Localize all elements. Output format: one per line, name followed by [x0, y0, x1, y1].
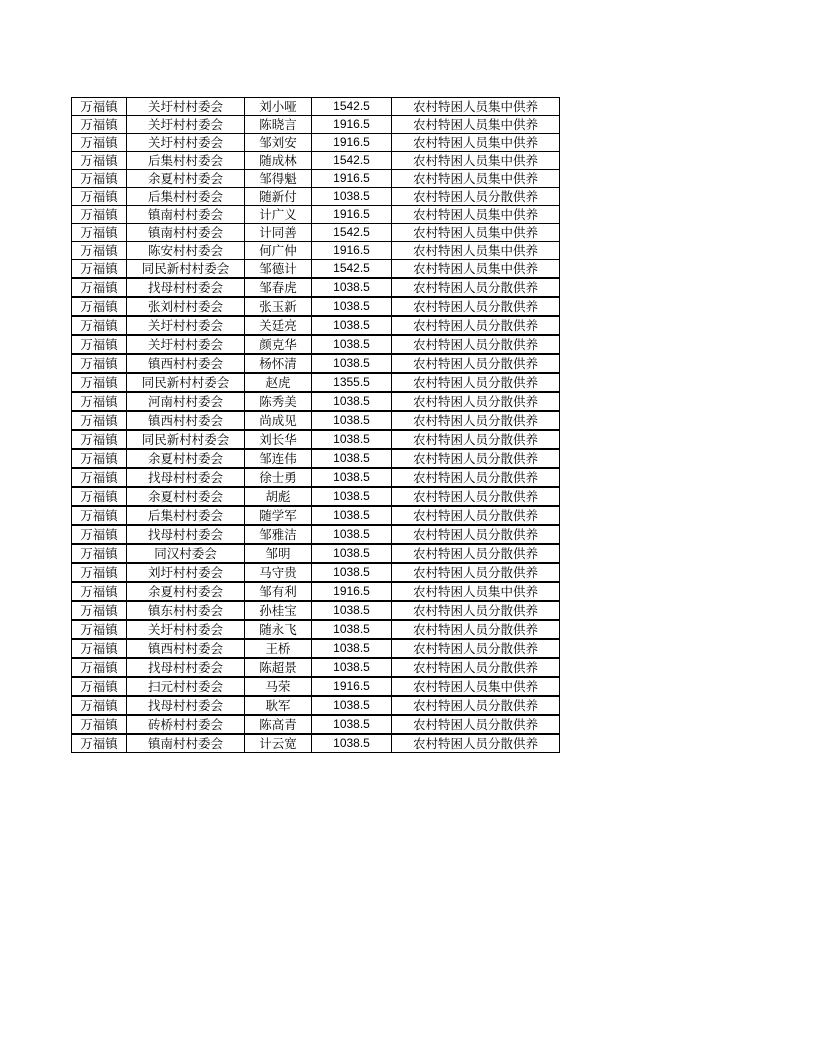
town-cell: 万福镇 [72, 354, 127, 373]
category-cell: 农村特困人员分散供养 [392, 392, 560, 411]
name-cell: 关廷亮 [245, 316, 312, 335]
category-cell: 农村特困人员集中供养 [392, 170, 560, 188]
town-cell: 万福镇 [72, 152, 127, 170]
village-cell: 关圩村村委会 [127, 98, 245, 116]
village-cell: 余夏村村委会 [127, 449, 245, 468]
amount-cell: 1038.5 [312, 639, 392, 658]
table-row [72, 658, 560, 677]
amount-cell: 1916.5 [312, 677, 392, 696]
amount-cell: 1038.5 [312, 620, 392, 639]
table-body [72, 98, 560, 753]
amount-cell: 1916.5 [312, 206, 392, 224]
amount-cell: 1038.5 [312, 354, 392, 373]
town-cell: 万福镇 [72, 206, 127, 224]
category-cell: 农村特困人员集中供养 [392, 582, 560, 601]
category-cell: 农村特困人员集中供养 [392, 677, 560, 696]
amount-cell: 1038.5 [312, 278, 392, 297]
name-cell: 颜克华 [245, 335, 312, 354]
town-cell: 万福镇 [72, 278, 127, 297]
village-cell: 同汉村委会 [127, 544, 245, 563]
category-cell: 农村特困人员分散供养 [392, 487, 560, 506]
village-cell: 镇南村村委会 [127, 734, 245, 753]
name-cell: 胡彪 [245, 487, 312, 506]
category-cell: 农村特困人员分散供养 [392, 411, 560, 430]
name-cell: 马守贵 [245, 563, 312, 582]
amount-cell: 1916.5 [312, 242, 392, 260]
category-cell: 农村特困人员分散供养 [392, 639, 560, 658]
village-cell: 找母村村委会 [127, 658, 245, 677]
table-row [72, 468, 560, 487]
table-row [72, 430, 560, 449]
village-cell: 找母村村委会 [127, 525, 245, 544]
village-cell: 后集村村委会 [127, 152, 245, 170]
town-cell: 万福镇 [72, 224, 127, 242]
village-cell: 镇南村村委会 [127, 224, 245, 242]
table-row [72, 487, 560, 506]
category-cell: 农村特困人员分散供养 [392, 297, 560, 316]
table-row [72, 116, 560, 134]
town-cell: 万福镇 [72, 696, 127, 715]
town-cell: 万福镇 [72, 677, 127, 696]
name-cell: 随成林 [245, 152, 312, 170]
amount-cell: 1542.5 [312, 224, 392, 242]
village-cell: 陈安村村委会 [127, 242, 245, 260]
town-cell: 万福镇 [72, 260, 127, 279]
table-row [72, 354, 560, 373]
category-cell: 农村特困人员分散供养 [392, 696, 560, 715]
village-cell: 关圩村村委会 [127, 335, 245, 354]
town-cell: 万福镇 [72, 316, 127, 335]
amount-cell: 1038.5 [312, 544, 392, 563]
table-row [72, 411, 560, 430]
town-cell: 万福镇 [72, 116, 127, 134]
town-cell: 万福镇 [72, 468, 127, 487]
village-cell: 同民新村村委会 [127, 373, 245, 392]
name-cell: 随新付 [245, 188, 312, 206]
table-row [72, 715, 560, 734]
village-cell: 镇南村村委会 [127, 206, 245, 224]
name-cell: 陈高青 [245, 715, 312, 734]
category-cell: 农村特困人员分散供养 [392, 354, 560, 373]
category-cell: 农村特困人员分散供养 [392, 430, 560, 449]
amount-cell: 1038.5 [312, 449, 392, 468]
table-row [72, 134, 560, 152]
table-row [72, 373, 560, 392]
table-row [72, 170, 560, 188]
category-cell: 农村特困人员分散供养 [392, 525, 560, 544]
name-cell: 邹连伟 [245, 449, 312, 468]
table-row [72, 260, 560, 279]
town-cell: 万福镇 [72, 188, 127, 206]
town-cell: 万福镇 [72, 639, 127, 658]
village-cell: 镇东村村委会 [127, 601, 245, 620]
name-cell: 邹得魁 [245, 170, 312, 188]
table-row [72, 224, 560, 242]
name-cell: 尚成见 [245, 411, 312, 430]
table-row [72, 734, 560, 753]
category-cell: 农村特困人员分散供养 [392, 188, 560, 206]
name-cell: 耿军 [245, 696, 312, 715]
village-cell: 关圩村村委会 [127, 134, 245, 152]
name-cell: 马荣 [245, 677, 312, 696]
amount-cell: 1038.5 [312, 715, 392, 734]
category-cell: 农村特困人员分散供养 [392, 506, 560, 525]
category-cell: 农村特困人员分散供养 [392, 278, 560, 297]
town-cell: 万福镇 [72, 715, 127, 734]
table-row [72, 525, 560, 544]
village-cell: 找母村村委会 [127, 696, 245, 715]
name-cell: 王桥 [245, 639, 312, 658]
data-table [71, 97, 560, 753]
town-cell: 万福镇 [72, 487, 127, 506]
town-cell: 万福镇 [72, 411, 127, 430]
amount-cell: 1355.5 [312, 373, 392, 392]
amount-cell: 1038.5 [312, 430, 392, 449]
town-cell: 万福镇 [72, 620, 127, 639]
category-cell: 农村特困人员分散供养 [392, 316, 560, 335]
category-cell: 农村特困人员分散供养 [392, 373, 560, 392]
category-cell: 农村特困人员分散供养 [392, 601, 560, 620]
name-cell: 邹雅洁 [245, 525, 312, 544]
amount-cell: 1038.5 [312, 335, 392, 354]
town-cell: 万福镇 [72, 430, 127, 449]
category-cell: 农村特困人员分散供养 [392, 449, 560, 468]
town-cell: 万福镇 [72, 506, 127, 525]
village-cell: 同民新村村委会 [127, 430, 245, 449]
town-cell: 万福镇 [72, 544, 127, 563]
amount-cell: 1038.5 [312, 297, 392, 316]
table-row [72, 242, 560, 260]
table-row [72, 677, 560, 696]
town-cell: 万福镇 [72, 297, 127, 316]
amount-cell: 1038.5 [312, 696, 392, 715]
amount-cell: 1038.5 [312, 188, 392, 206]
category-cell: 农村特困人员集中供养 [392, 260, 560, 279]
town-cell: 万福镇 [72, 582, 127, 601]
category-cell: 农村特困人员集中供养 [392, 116, 560, 134]
category-cell: 农村特困人员分散供养 [392, 468, 560, 487]
amount-cell: 1916.5 [312, 134, 392, 152]
village-cell: 后集村村委会 [127, 506, 245, 525]
village-cell: 余夏村村委会 [127, 170, 245, 188]
town-cell: 万福镇 [72, 449, 127, 468]
category-cell: 农村特困人员集中供养 [392, 152, 560, 170]
name-cell: 赵虎 [245, 373, 312, 392]
village-cell: 关圩村村委会 [127, 116, 245, 134]
table-row [72, 335, 560, 354]
category-cell: 农村特困人员分散供养 [392, 658, 560, 677]
town-cell: 万福镇 [72, 525, 127, 544]
village-cell: 关圩村村委会 [127, 316, 245, 335]
amount-cell: 1038.5 [312, 734, 392, 753]
table-row [72, 392, 560, 411]
category-cell: 农村特困人员分散供养 [392, 563, 560, 582]
town-cell: 万福镇 [72, 170, 127, 188]
name-cell: 刘小哑 [245, 98, 312, 116]
amount-cell: 1038.5 [312, 506, 392, 525]
amount-cell: 1542.5 [312, 98, 392, 116]
table-row [72, 449, 560, 468]
village-cell: 找母村村委会 [127, 468, 245, 487]
village-cell: 同民新村村委会 [127, 260, 245, 279]
village-cell: 刘圩村村委会 [127, 563, 245, 582]
town-cell: 万福镇 [72, 392, 127, 411]
amount-cell: 1038.5 [312, 468, 392, 487]
village-cell: 镇西村村委会 [127, 639, 245, 658]
name-cell: 随永飞 [245, 620, 312, 639]
amount-cell: 1916.5 [312, 170, 392, 188]
village-cell: 关圩村村委会 [127, 620, 245, 639]
town-cell: 万福镇 [72, 98, 127, 116]
amount-cell: 1038.5 [312, 411, 392, 430]
name-cell: 计广义 [245, 206, 312, 224]
table-row [72, 188, 560, 206]
table-row [72, 639, 560, 658]
amount-cell: 1542.5 [312, 260, 392, 279]
table-row [72, 544, 560, 563]
town-cell: 万福镇 [72, 734, 127, 753]
name-cell: 邹明 [245, 544, 312, 563]
name-cell: 何广仲 [245, 242, 312, 260]
town-cell: 万福镇 [72, 134, 127, 152]
table-row [72, 563, 560, 582]
category-cell: 农村特困人员分散供养 [392, 620, 560, 639]
category-cell: 农村特困人员集中供养 [392, 206, 560, 224]
village-cell: 余夏村村委会 [127, 582, 245, 601]
amount-cell: 1038.5 [312, 525, 392, 544]
town-cell: 万福镇 [72, 373, 127, 392]
town-cell: 万福镇 [72, 335, 127, 354]
village-cell: 镇西村村委会 [127, 411, 245, 430]
amount-cell: 1038.5 [312, 392, 392, 411]
table-row [72, 582, 560, 601]
table-row [72, 206, 560, 224]
category-cell: 农村特困人员分散供养 [392, 335, 560, 354]
village-cell: 镇西村村委会 [127, 354, 245, 373]
name-cell: 邹刘安 [245, 134, 312, 152]
amount-cell: 1038.5 [312, 601, 392, 620]
amount-cell: 1038.5 [312, 316, 392, 335]
category-cell: 农村特困人员分散供养 [392, 715, 560, 734]
village-cell: 砖桥村村委会 [127, 715, 245, 734]
town-cell: 万福镇 [72, 242, 127, 260]
amount-cell: 1038.5 [312, 563, 392, 582]
name-cell: 陈秀美 [245, 392, 312, 411]
table-row [72, 278, 560, 297]
village-cell: 后集村村委会 [127, 188, 245, 206]
town-cell: 万福镇 [72, 601, 127, 620]
category-cell: 农村特困人员分散供养 [392, 734, 560, 753]
name-cell: 杨怀清 [245, 354, 312, 373]
amount-cell: 1916.5 [312, 116, 392, 134]
amount-cell: 1916.5 [312, 582, 392, 601]
table-row [72, 696, 560, 715]
name-cell: 邹德计 [245, 260, 312, 279]
name-cell: 随学军 [245, 506, 312, 525]
village-cell: 扫元村村委会 [127, 677, 245, 696]
table-row [72, 620, 560, 639]
table-row [72, 316, 560, 335]
name-cell: 计同善 [245, 224, 312, 242]
name-cell: 计云宽 [245, 734, 312, 753]
village-cell: 余夏村村委会 [127, 487, 245, 506]
name-cell: 陈晓言 [245, 116, 312, 134]
table-row [72, 297, 560, 316]
name-cell: 邹春虎 [245, 278, 312, 297]
name-cell: 张玉新 [245, 297, 312, 316]
table-row [72, 601, 560, 620]
town-cell: 万福镇 [72, 658, 127, 677]
category-cell: 农村特困人员集中供养 [392, 98, 560, 116]
table-row [72, 152, 560, 170]
name-cell: 徐士勇 [245, 468, 312, 487]
name-cell: 陈超景 [245, 658, 312, 677]
village-cell: 找母村村委会 [127, 278, 245, 297]
category-cell: 农村特困人员集中供养 [392, 134, 560, 152]
amount-cell: 1038.5 [312, 487, 392, 506]
amount-cell: 1038.5 [312, 658, 392, 677]
amount-cell: 1542.5 [312, 152, 392, 170]
table-row [72, 98, 560, 116]
town-cell: 万福镇 [72, 563, 127, 582]
table-row [72, 506, 560, 525]
name-cell: 邹有利 [245, 582, 312, 601]
category-cell: 农村特困人员集中供养 [392, 224, 560, 242]
category-cell: 农村特困人员分散供养 [392, 544, 560, 563]
category-cell: 农村特困人员集中供养 [392, 242, 560, 260]
name-cell: 孙桂宝 [245, 601, 312, 620]
name-cell: 刘长华 [245, 430, 312, 449]
village-cell: 张刘村村委会 [127, 297, 245, 316]
village-cell: 河南村村委会 [127, 392, 245, 411]
